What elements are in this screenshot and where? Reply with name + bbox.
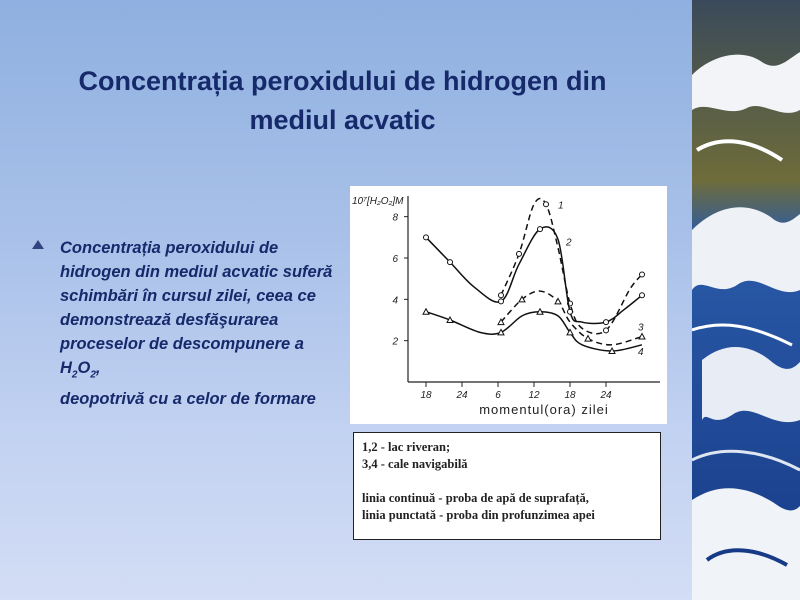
series-2-point	[448, 260, 453, 265]
y-axis-label: 10⁷[H₂O₂]M	[352, 196, 404, 207]
legend-line-2: 3,4 - cale navigabilă	[362, 457, 468, 471]
series-label-4: 4	[638, 346, 644, 358]
series-1-point	[544, 202, 549, 207]
series-2-point	[538, 227, 543, 232]
wave-art-icon	[692, 0, 800, 600]
h2o2-chart	[350, 186, 667, 424]
bullet-text-part3: ,	[95, 359, 101, 377]
y-tick-label: 2	[392, 336, 398, 348]
series-line-2	[426, 227, 642, 324]
series-2-point	[568, 309, 573, 314]
legend-line-3: linia continuă - proba de apă de suprafață,	[362, 491, 589, 505]
series-label-1: 1	[558, 200, 564, 212]
bullet-text-part4: deopotrivă cu a celor de formare	[60, 390, 316, 409]
series-3-point	[585, 336, 591, 342]
series-1-point	[640, 272, 645, 277]
y-tick-label: 8	[392, 212, 398, 224]
series-2-point	[640, 293, 645, 298]
series-1-point	[604, 328, 609, 333]
wave-decoration	[692, 0, 800, 600]
x-tick-label: 24	[600, 390, 612, 401]
legend-line-1: 1,2 - lac riveran;	[362, 440, 451, 454]
series-2-point	[424, 235, 429, 240]
bullet-paragraph	[60, 236, 338, 411]
series-4-point	[423, 309, 429, 315]
y-tick-label: 6	[392, 254, 398, 265]
series-2-point	[499, 299, 504, 304]
x-axis-label: momentul(ora) zilei	[479, 402, 609, 417]
series-1-point	[517, 251, 522, 256]
y-tick-label: 4	[392, 295, 398, 307]
bullet-triangle-icon	[32, 240, 44, 249]
x-tick-label: 24	[456, 390, 468, 401]
legend-line-4: linia punctată - proba din profunzimea apei	[362, 508, 595, 522]
chart-panel	[350, 186, 667, 424]
slide-title	[40, 62, 645, 140]
bullet-text-part1: Concentrația peroxidului de hidrogen din mediul acvatic suferă schimbări în cursul zilei, ceea ce demonstrează desfăşurarea proceselor de descompunere a H	[60, 239, 333, 377]
x-tick-label: 18	[420, 390, 432, 401]
series-label-2: 2	[566, 237, 572, 249]
series-3-point	[555, 298, 561, 304]
x-tick-label: 18	[564, 390, 576, 401]
title-line-2: mediul acvatic	[249, 105, 436, 135]
series-3-point	[639, 334, 645, 340]
bullet-sub-2: 2	[90, 369, 96, 381]
bullet-sub-1: 2	[71, 369, 78, 381]
title-line-1: Concentrația peroxidului de hidrogen din	[78, 66, 607, 96]
series-label-3: 3	[638, 322, 644, 334]
series-2-point	[604, 320, 609, 325]
chart-legend-box	[353, 432, 661, 540]
bullet-text-part2: O	[77, 359, 91, 377]
x-tick-label: 12	[528, 390, 540, 401]
legend-spacer	[362, 473, 652, 490]
x-tick-label: 6	[495, 390, 501, 401]
series-1-point	[499, 293, 504, 298]
